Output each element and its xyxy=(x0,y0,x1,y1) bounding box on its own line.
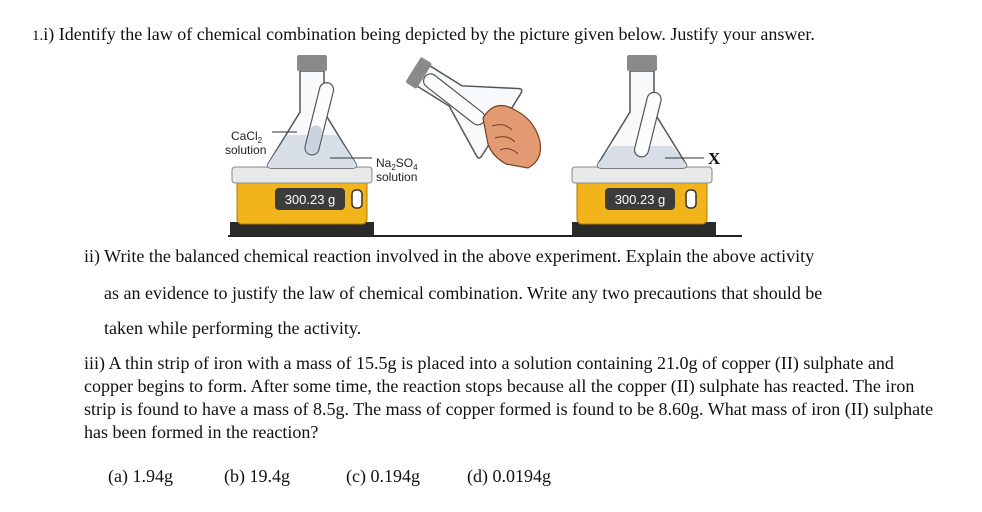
na2so4-label: $Na_2SO_4$ xyxy=(376,156,418,172)
part-iii-text: iii) A thin strip of iron with a mass of 15.5g is placed into a solution containing 21.0g of copper (II) sulphate and copper begins to form. After some time, the reaction stops because all the copper (II) sulphate has reacted. The iron strip is found to have a mass of 8.5g. The mass of copper formed is found to be 8.60g. What mass of iron (II) sulphate has been formed in the reaction? xyxy=(84,353,934,442)
left-flask xyxy=(268,55,357,168)
right-balance xyxy=(572,167,716,236)
na2so4-solution-label: solution xyxy=(376,170,418,184)
part-ii-line-1: ii) Write the balanced chemical reaction involved in the above experiment. Explain the above activity xyxy=(84,246,815,266)
option-a: (a) 1.94g xyxy=(108,466,173,486)
right-balance-reading: 300.23 g xyxy=(614,192,666,207)
hand xyxy=(483,106,541,169)
part-ii-line-2: as an evidence to justify the law of chemical combination. Write any two precautions that should be xyxy=(104,283,823,303)
left-balance-reading: 300.23 g xyxy=(284,192,336,207)
part-i-text: i) Identify the law of chemical combination being depicted by the picture given below. Justify your answer. xyxy=(43,24,815,44)
question-number: 1. xyxy=(32,28,44,44)
cacl2-solution-label: solution xyxy=(225,143,267,157)
option-b: (b) 19.4g xyxy=(224,466,290,486)
x-label: X xyxy=(708,149,721,168)
right-flask xyxy=(598,55,687,168)
cacl2-label: CaCl$_2$ xyxy=(231,129,263,145)
experiment-figure xyxy=(0,0,982,240)
option-d: (d) 0.0194g xyxy=(467,466,551,486)
part-ii-line-3: taken while performing the activity. xyxy=(104,318,362,338)
option-c: (c) 0.194g xyxy=(346,466,420,486)
left-balance xyxy=(230,167,374,236)
